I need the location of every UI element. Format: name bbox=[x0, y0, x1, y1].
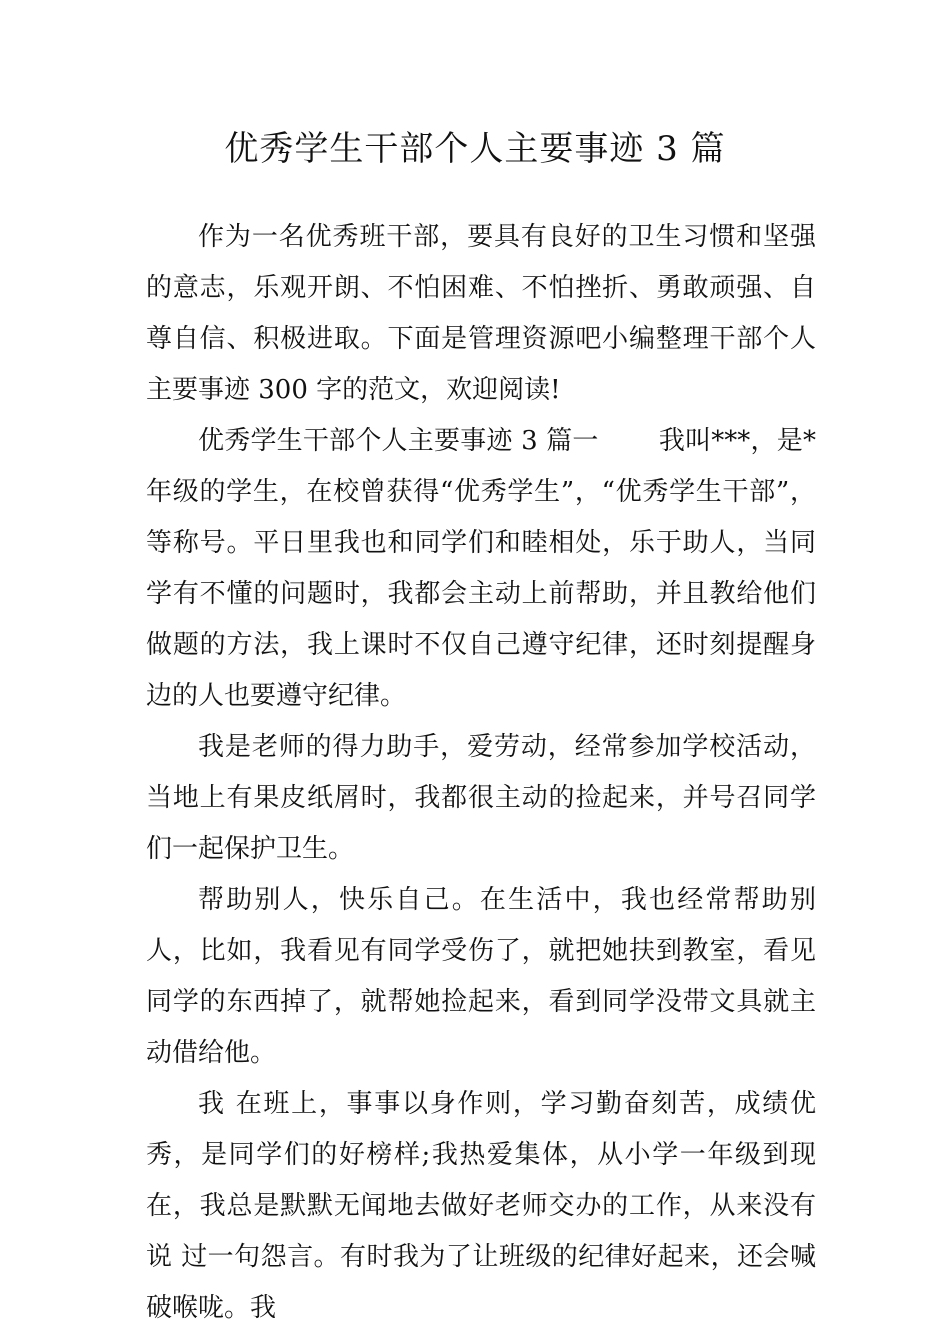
document-body bbox=[146, 212, 816, 1334]
section-one-text: 我叫***，是*年级的学生，在校曾获得“优秀学生”，“优秀学生干部”，等称号。平日里我也和同学们和睦相处，乐于助人，当同学有不懂的问题时，我都会主动上前帮助，并且教给他们做题的方法，我上课时不仅自己遵守纪律，还时刻提醒身边的人也要遵守纪律。 bbox=[146, 426, 816, 711]
intro-paragraph: 作为一名优秀班干部，要具有良好的卫生习惯和坚强的意志，乐观开朗、不怕困难、不怕挫折、勇敢顽强、自尊自信、积极进取。下面是管理资源吧小编整理干部个人主要事迹 300 字的范文，欢迎阅读! bbox=[146, 222, 816, 405]
helper-paragraph: 我是老师的得力助手，爱劳动，经常参加学校活动，当地上有果皮纸屑时，我都很主动的捡起来，并号召同学们一起保护卫生。 bbox=[146, 732, 816, 864]
helping-others-paragraph: 帮助别人，快乐自己。在生活中，我也经常帮助别人，比如，我看见有同学受伤了，就把她扶到教室，看见同学的东西掉了，就帮她捡起来，看到同学没带文具就主动借给他。 bbox=[146, 885, 816, 1068]
document-title: 优秀学生干部个人主要事迹 3 篇 bbox=[224, 128, 726, 169]
class-role-paragraph: 我 在班上，事事以身作则，学习勤奋刻苦，成绩优秀，是同学们的好榜样;我热爱集体，从小学一年级到现在，我总是默默无闻地去做好老师交办的工作，从来没有说 过一句怨言。有时我为了让班级的纪律好起来，还会喊破喉咙。我 bbox=[146, 1089, 816, 1323]
section-one-paragraph bbox=[146, 416, 816, 722]
section-one-heading: 优秀学生干部个人主要事迹 3 篇一 bbox=[198, 426, 599, 456]
